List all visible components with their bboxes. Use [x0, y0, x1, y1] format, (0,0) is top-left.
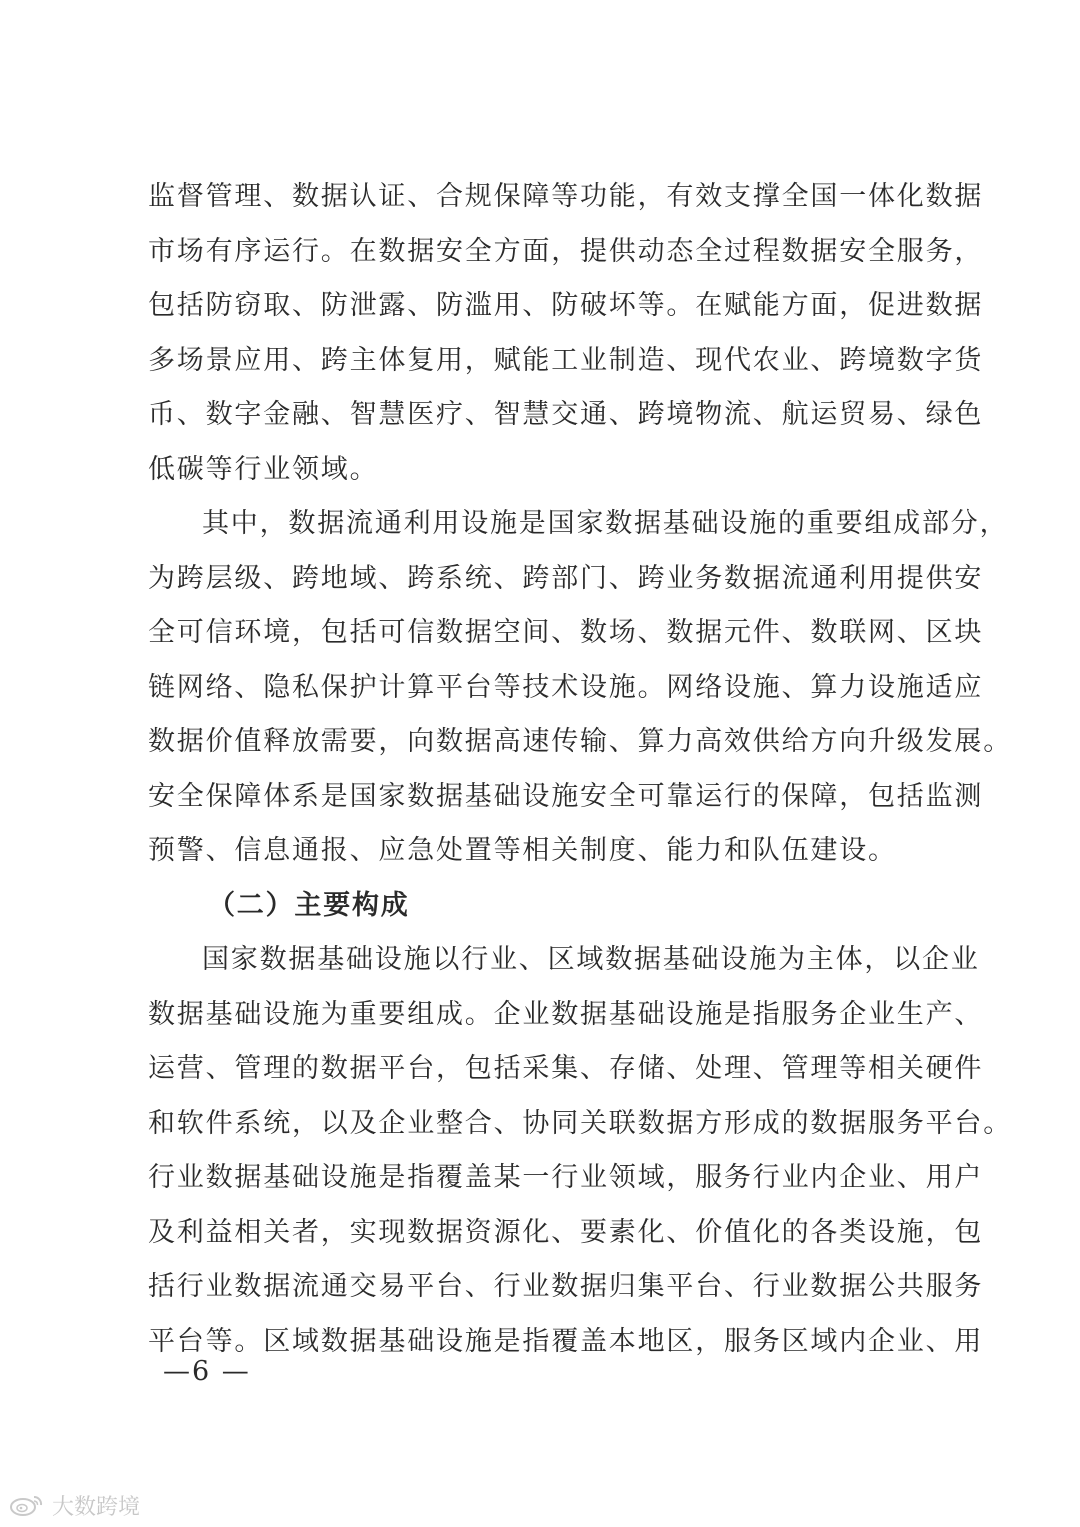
text-line: 链网络、隐私保护计算平台等技术设施。网络设施、算力设施适应 [148, 671, 984, 703]
text-line: 括行业数据流通交易平台、行业数据归集平台、行业数据公共服务 [148, 1271, 984, 1302]
text-line: 行业数据基础设施是指覆盖某一行业领域，服务行业内企业、用户 [148, 1162, 984, 1193]
text-line: 预警、信息通报、应急处置等相关制度、能力和队伍建设。 [148, 835, 897, 866]
text-line: 和软件系统，以及企业整合、协同关联数据方形成的数据服务平台。 [148, 1107, 1012, 1139]
text-line: 安全保障体系是国家数据基础设施安全可靠运行的保障，包括监测 [148, 780, 984, 812]
page-number: —6 — [163, 1356, 251, 1387]
text-line: 运营、管理的数据平台，包括采集、存储、处理、管理等相关硬件 [148, 1053, 984, 1084]
text-line: 全可信环境，包括可信数据空间、数场、数据元件、数联网、区块 [148, 617, 984, 648]
text-line: 为跨层级、跨地域、跨系统、跨部门、跨业务数据流通利用提供安 [148, 562, 984, 594]
text-line: 包括防窃取、防泄露、防滥用、防破坏等。在赋能方面，促进数据 [148, 290, 984, 321]
text-line: 市场有序运行。在数据安全方面，提供动态全过程数据安全服务， [148, 235, 984, 267]
paragraph-start-line: 其中，数据流通利用设施是国家数据基础设施的重要组成部分， [202, 508, 1009, 539]
paragraph-start-line: 国家数据基础设施以行业、区域数据基础设施为主体，以企业 [202, 944, 980, 975]
body-text [148, 170, 1012, 1369]
text-line: 监督管理、数据认证、合规保障等功能，有效支撑全国一体化数据 [148, 181, 984, 212]
text-line: 多场景应用、跨主体复用，赋能工业制造、现代农业、跨境数字货 [148, 344, 984, 376]
watermark [8, 1490, 140, 1520]
weibo-logo-icon [8, 1493, 46, 1517]
text-line: 低碳等行业领域。 [148, 453, 379, 485]
watermark-text: 大数跨境 [52, 1494, 141, 1520]
text-line: 平台等。区域数据基础设施是指覆盖本地区，服务区域内企业、用 [148, 1325, 984, 1357]
text-line: 币、数字金融、智慧医疗、智慧交通、跨境物流、航运贸易、绿色 [148, 399, 984, 430]
text-line: 及利益相关者，实现数据资源化、要素化、价值化的各类设施，包 [148, 1216, 984, 1248]
section-heading: （二）主要构成 [208, 889, 410, 921]
text-line: 数据价值释放需要，向数据高速传输、算力高效供给方向升级发展。 [148, 726, 1012, 757]
text-line: 数据基础设施为重要组成。企业数据基础设施是指服务企业生产、 [148, 998, 984, 1030]
